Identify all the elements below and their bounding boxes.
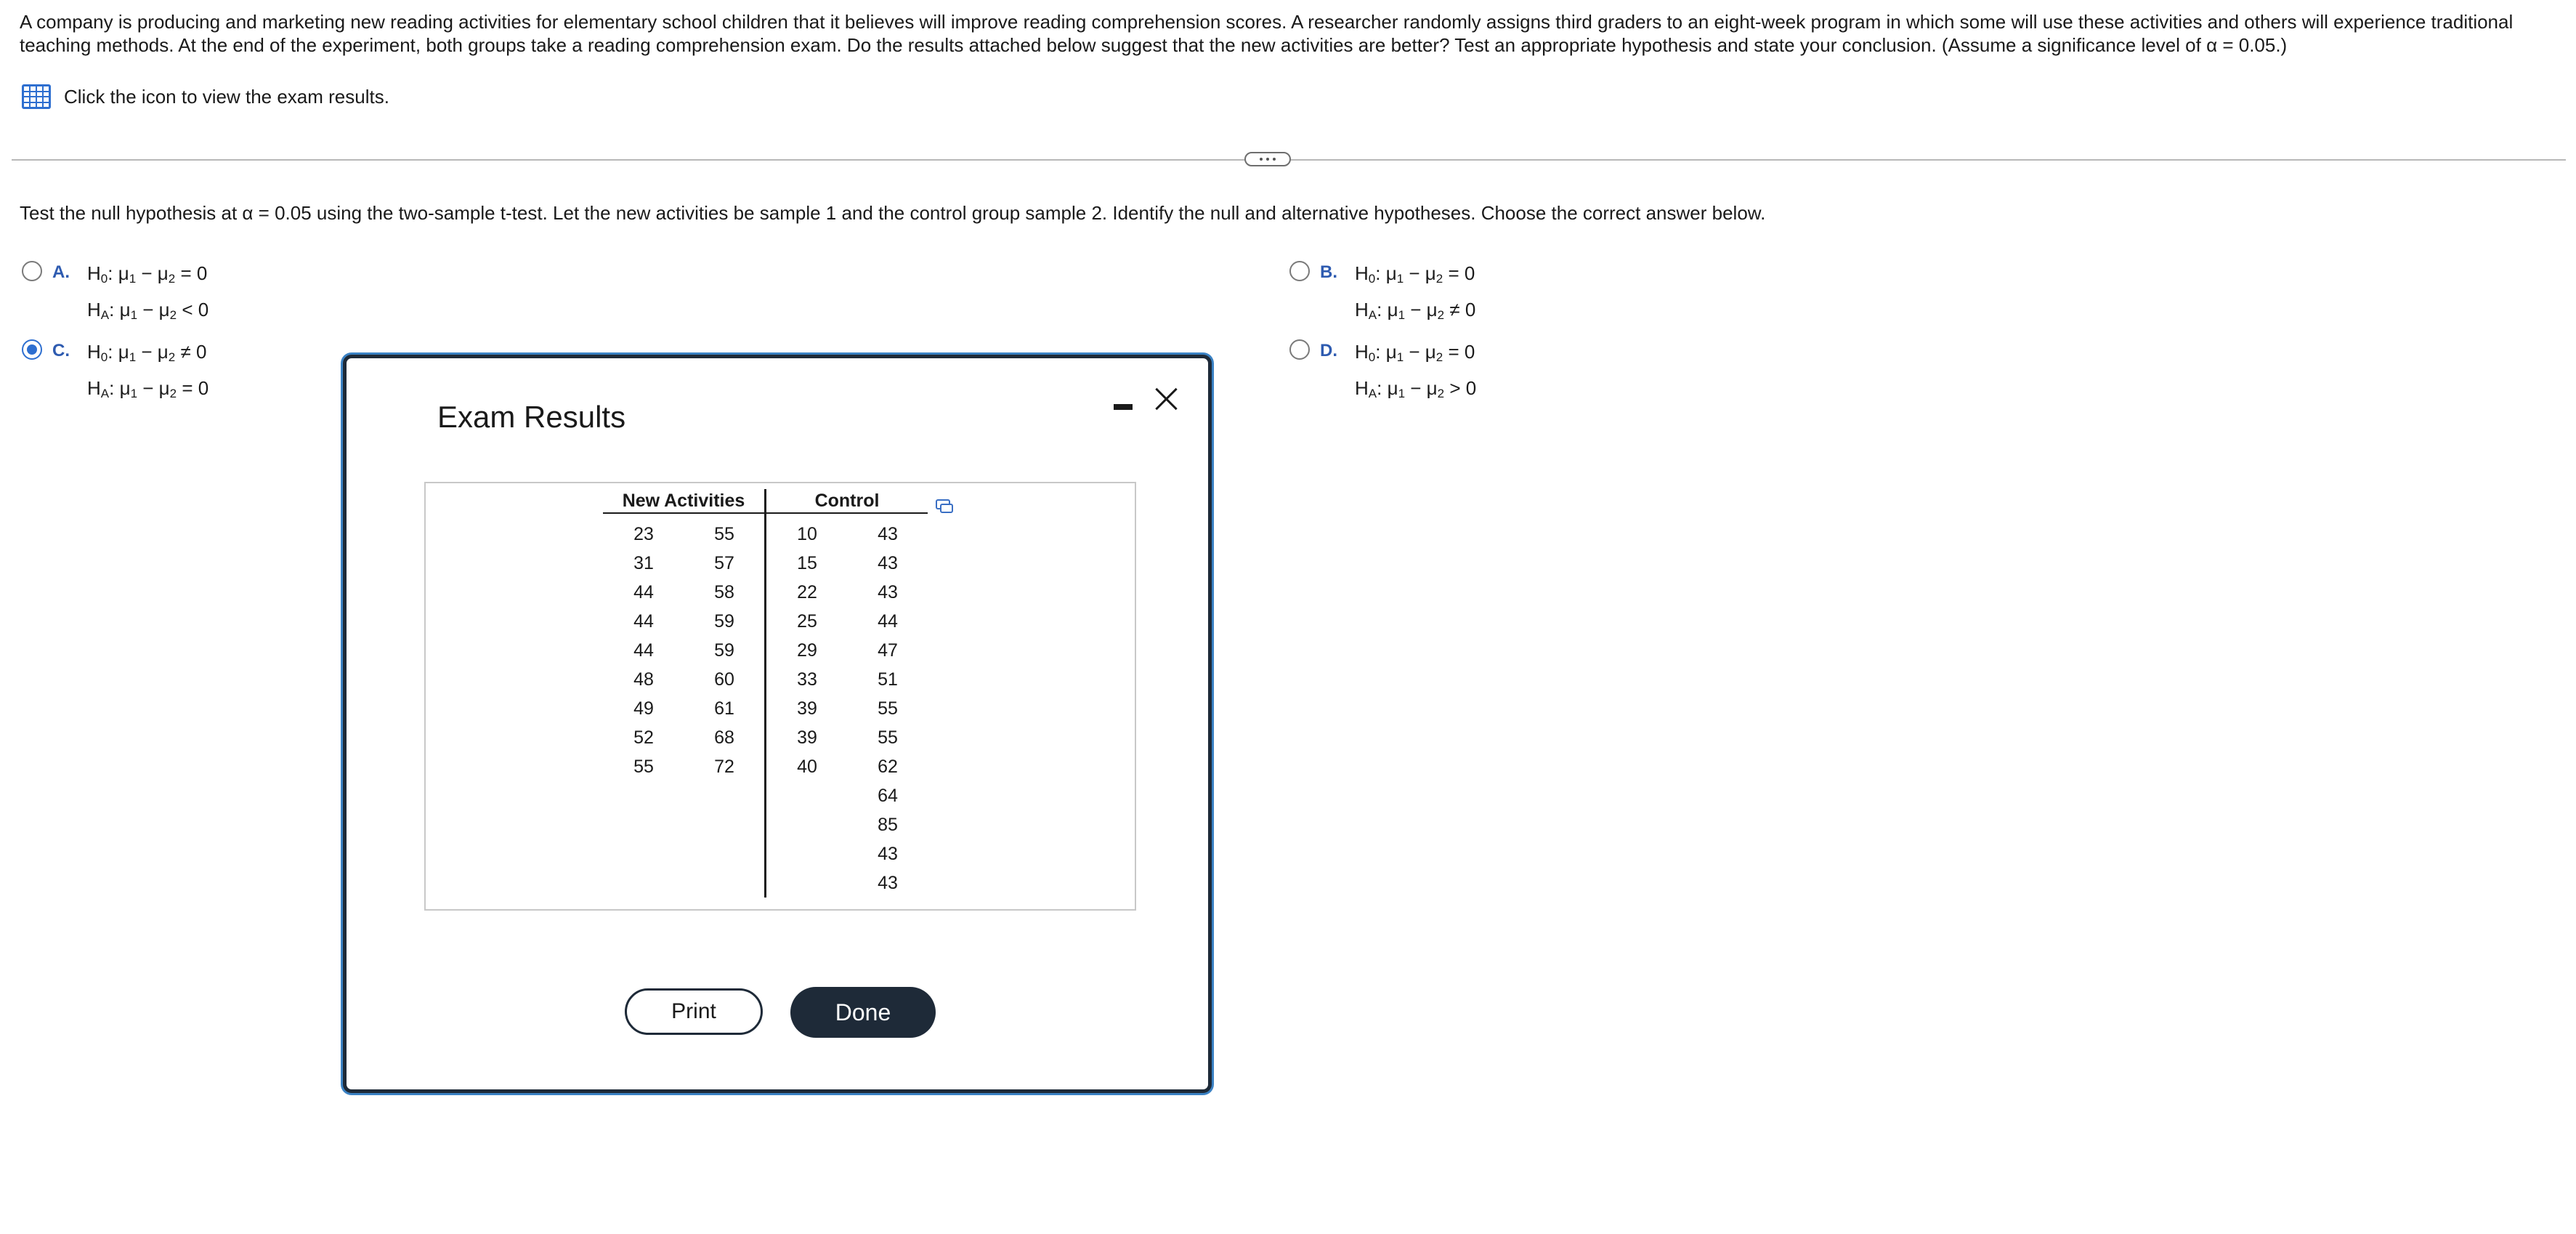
choice-d-radio[interactable] — [1289, 339, 1310, 360]
copy-to-clipboard-icon[interactable] — [935, 498, 954, 514]
control-score-cell: 10 — [797, 523, 817, 544]
table-row — [603, 723, 928, 752]
new-activities-score-cell: 44 — [633, 610, 654, 632]
choice-a-alt-hypothesis: $H_A$: $\mu_1 - \mu_2 < 0$ — [87, 299, 209, 322]
new-activities-score-cell: 55 — [633, 756, 654, 777]
table-row — [603, 781, 928, 810]
control-score-cell: 29 — [797, 640, 817, 661]
control-score-cell: 39 — [797, 698, 817, 719]
new-activities-score-cell: 57 — [684, 549, 766, 578]
table-row — [603, 549, 928, 578]
new-activities-score-cell — [684, 810, 766, 839]
dialog-title: Exam Results — [437, 400, 626, 434]
choice-b-letter: B. — [1320, 262, 1337, 282]
table-row — [603, 578, 928, 607]
table-row — [603, 607, 928, 636]
expand-toggle-button[interactable] — [1244, 152, 1291, 166]
choice-a-radio[interactable] — [22, 261, 42, 281]
view-exam-results-label[interactable]: Click the icon to view the exam results. — [64, 85, 389, 108]
control-score-cell: 55 — [878, 698, 898, 719]
table-row — [603, 694, 928, 723]
table-grid-icon[interactable] — [22, 84, 51, 109]
control-score-cell: 43 — [878, 843, 898, 864]
choice-c-letter: C. — [52, 341, 70, 360]
table-row — [603, 839, 928, 868]
choice-a-null-hypothesis: $H_0$: $\mu_1 - \mu_2 = 0$ — [87, 262, 208, 286]
choice-b-alt-hypothesis: $H_A$: $\mu_1 - \mu_2 \ne 0$ — [1355, 299, 1476, 322]
new-activities-score-cell — [603, 839, 684, 868]
question-text: Test the null hypothesis at α = 0.05 using the two-sample t-test. Let the new activities be sample 1 and the control group sample 2. Identify the null and alternative hypotheses. Choose the correct answer below. — [20, 202, 1766, 224]
control-score-cell: 22 — [797, 581, 817, 602]
new-activities-score-cell: 55 — [684, 513, 766, 549]
new-activities-score-cell: 44 — [633, 581, 654, 602]
choice-c-alt-hypothesis: $H_A$: $\mu_1 - \mu_2 = 0$ — [87, 377, 209, 400]
choice-d-hypotheses — [1355, 336, 1476, 409]
new-activities-score-cell — [684, 781, 766, 810]
new-activities-score-cell: 48 — [633, 669, 654, 690]
choice-c[interactable] — [22, 336, 208, 409]
new-activities-score-cell: 59 — [684, 636, 766, 665]
choice-b[interactable] — [1289, 258, 1475, 331]
new-activities-score-cell: 23 — [633, 523, 654, 544]
choice-d-letter: D. — [1320, 341, 1337, 360]
problem-statement: A company is producing and marketing new reading activities for elementary school children that it believes will improve reading comprehension scores. A researcher randomly assigns third graders to an eight-week program in which some will use these activities and others will experience traditional teaching methods. At the end of the experiment, both groups take a reading comprehension exam. Do the results attached below suggest that the new activities are better? Test an appropriate hypothesis and state your conclusion. (Assume a significance level of α = 0.05.) — [20, 11, 2514, 56]
print-button[interactable]: Print — [625, 988, 763, 1035]
done-button[interactable]: Done — [790, 987, 936, 1038]
control-score-cell: 85 — [878, 814, 898, 835]
control-score-cell — [766, 781, 848, 810]
table-row — [603, 513, 928, 549]
choice-a[interactable] — [22, 258, 208, 331]
minimize-icon[interactable] — [1112, 393, 1134, 415]
new-activities-score-cell — [684, 868, 766, 898]
new-activities-score-cell — [603, 868, 684, 898]
exam-results-table — [603, 489, 928, 898]
exam-results-dialog — [343, 355, 1212, 1093]
new-activities-score-cell: 49 — [633, 698, 654, 719]
header-control: Control — [766, 489, 928, 513]
new-activities-score-cell: 31 — [633, 552, 654, 573]
choice-c-radio-selected[interactable] — [22, 339, 42, 360]
control-score-cell: 43 — [878, 872, 898, 893]
new-activities-score-cell: 72 — [684, 752, 766, 781]
control-score-cell: 39 — [797, 727, 817, 748]
new-activities-score-cell: 52 — [633, 727, 654, 748]
new-activities-score-cell: 60 — [684, 665, 766, 694]
choice-c-null-hypothesis: $H_0$: $\mu_1 - \mu_2 \ne 0$ — [87, 341, 207, 364]
control-score-cell: 55 — [878, 727, 898, 748]
new-activities-score-cell: 59 — [684, 607, 766, 636]
table-row — [603, 636, 928, 665]
control-score-cell: 25 — [797, 610, 817, 632]
new-activities-score-cell: 68 — [684, 723, 766, 752]
control-score-cell: 43 — [878, 552, 898, 573]
control-score-cell: 47 — [878, 640, 898, 661]
choice-d-alt-hypothesis: $H_A$: $\mu_1 - \mu_2 > 0$ — [1355, 377, 1477, 400]
choice-a-hypotheses — [87, 258, 208, 331]
control-score-cell: 44 — [878, 610, 898, 632]
choice-a-letter: A. — [52, 262, 70, 282]
control-score-cell: 51 — [878, 669, 898, 690]
control-score-cell: 43 — [878, 581, 898, 602]
choice-d-null-hypothesis: $H_0$: $\mu_1 - \mu_2 = 0$ — [1355, 341, 1475, 364]
close-icon[interactable] — [1151, 384, 1180, 414]
choice-b-hypotheses — [1355, 258, 1475, 331]
control-score-cell: 40 — [797, 756, 817, 777]
table-row — [603, 665, 928, 694]
control-score-cell: 15 — [797, 552, 817, 573]
table-row — [603, 868, 928, 898]
control-score-cell: 64 — [878, 785, 898, 806]
control-score-cell: 33 — [797, 669, 817, 690]
exam-results-table-container — [424, 482, 1136, 911]
choice-c-hypotheses — [87, 336, 208, 409]
choice-b-radio[interactable] — [1289, 261, 1310, 281]
new-activities-score-cell — [603, 781, 684, 810]
table-row — [603, 752, 928, 781]
choice-d[interactable] — [1289, 336, 1476, 409]
control-score-cell: 43 — [878, 523, 898, 544]
new-activities-score-cell — [603, 810, 684, 839]
header-new-activities: New Activities — [603, 489, 766, 513]
new-activities-score-cell: 61 — [684, 694, 766, 723]
view-exam-results-link[interactable] — [22, 84, 389, 109]
table-header-row — [603, 489, 928, 513]
control-score-cell: 62 — [878, 756, 898, 777]
control-score-cell — [766, 868, 848, 898]
control-score-cell — [766, 810, 848, 839]
control-score-cell — [766, 839, 848, 868]
new-activities-score-cell: 44 — [633, 640, 654, 661]
new-activities-score-cell — [684, 839, 766, 868]
choice-b-null-hypothesis: $H_0$: $\mu_1 - \mu_2 = 0$ — [1355, 262, 1475, 286]
new-activities-score-cell: 58 — [684, 578, 766, 607]
table-row — [603, 810, 928, 839]
